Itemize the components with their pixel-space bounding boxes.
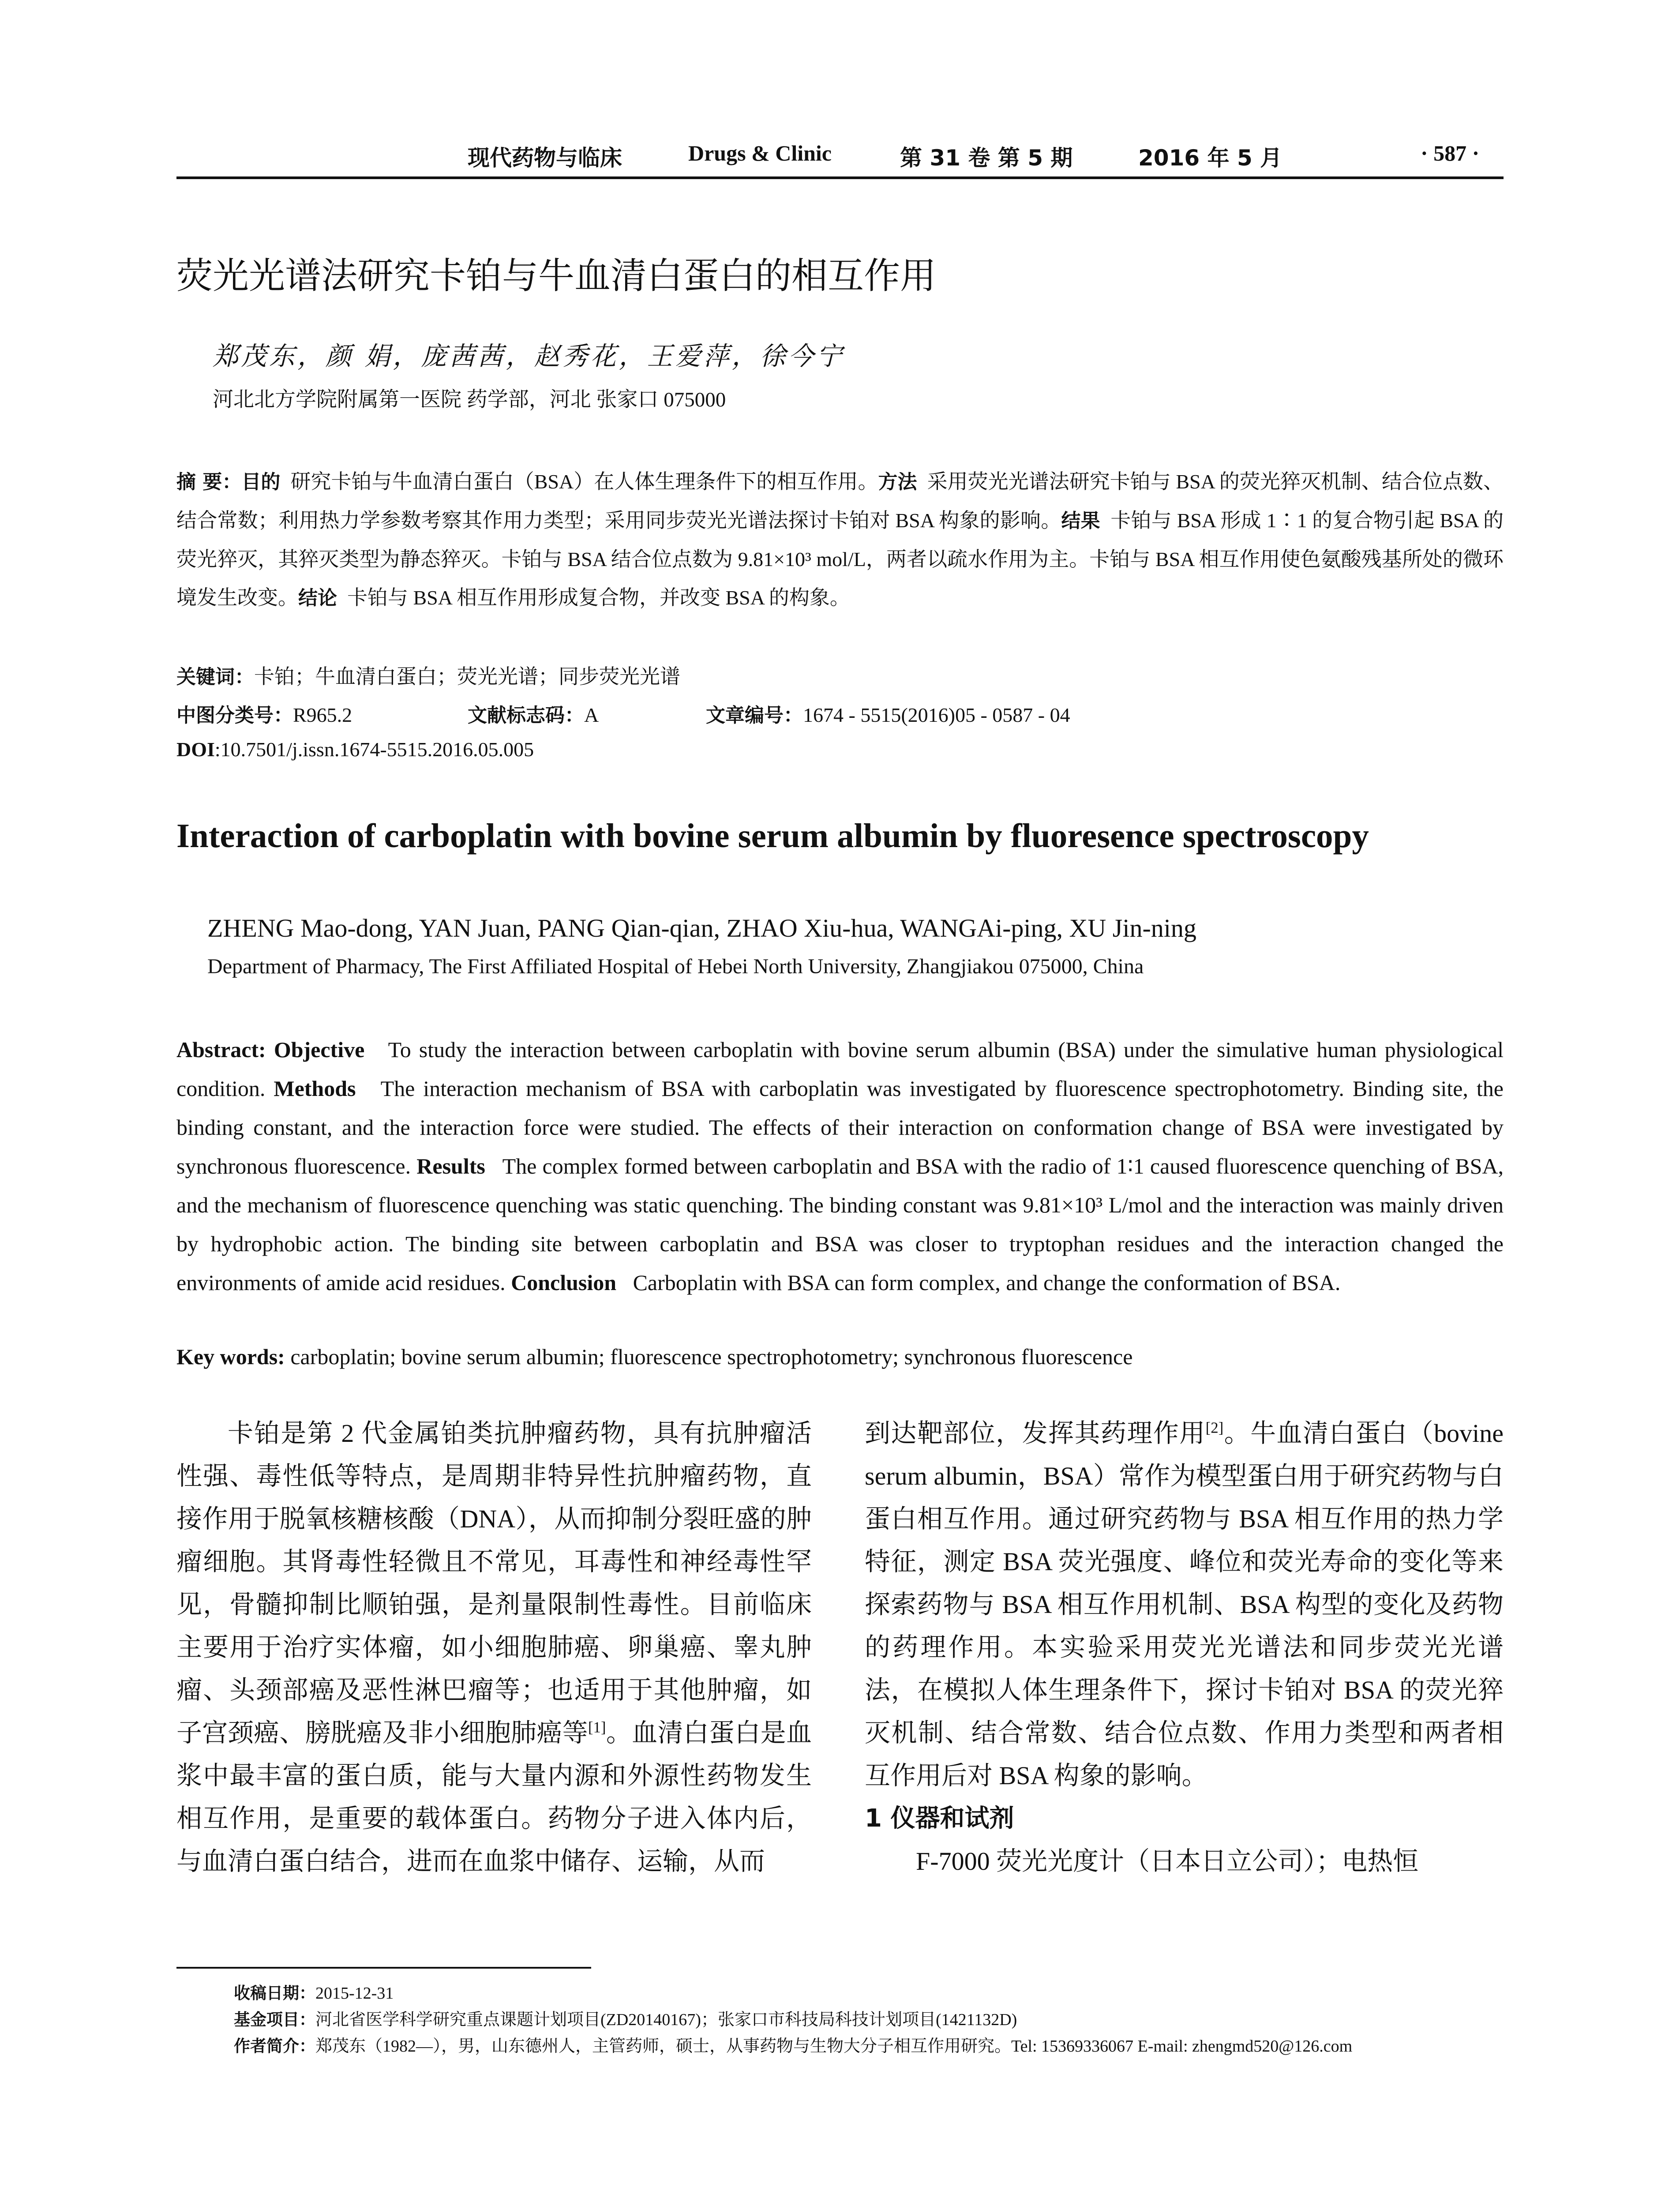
section-heading-1: 1 仪器和试剂 <box>865 1804 1014 1833</box>
objective-label-cn: 目的 <box>241 471 281 493</box>
keywords-en-line <box>176 1344 1132 1369</box>
objective-label-en: Objective <box>274 1037 365 1062</box>
issue-date: 2016 年 5 月 <box>1138 145 1282 171</box>
footnote-received <box>234 1980 1352 2007</box>
footnote-author <box>234 2033 1352 2060</box>
conclusion-label-en: Conclusion <box>511 1270 617 1295</box>
abstract-en <box>176 1030 1504 1302</box>
volume-issue: 第 31 卷 第 5 期 <box>900 145 1073 171</box>
affiliation-en: Department of Pharmacy, The First Affiliated Hospital of Hebei North University, Zhangjiakou 075000, China <box>207 955 1144 978</box>
clc-value: R965.2 <box>293 704 352 726</box>
affiliation-cn: 河北北方学院附属第一医院 药学部，河北 张家口 075000 <box>213 388 726 411</box>
received-date: 2015-12-31 <box>315 1984 394 2003</box>
conclusion-en: Carboplatin with BSA can form complex, and change the conformation of BSA. <box>633 1270 1341 1295</box>
doc-code-value: A <box>584 704 599 726</box>
header-rule <box>176 176 1504 179</box>
classification-line <box>176 699 1504 735</box>
fund-label: 基金项目： <box>234 2010 315 2029</box>
keywords-label-en: Key words: <box>176 1344 285 1369</box>
methods-label-en: Methods <box>274 1076 356 1101</box>
conclusion-label-cn: 结论 <box>298 587 337 609</box>
abstract-label-en: Abstract: <box>176 1037 266 1062</box>
keywords-cn: 卡铂；牛血清白蛋白；荧光光谱；同步荧光光谱 <box>254 665 680 688</box>
keywords-label-cn: 关键词： <box>176 666 254 688</box>
intro-paragraph-cont <box>865 1412 1504 1797</box>
author-bio-label: 作者简介： <box>234 2037 315 2056</box>
journal-name-en: Drugs & Clinic <box>688 141 832 165</box>
footnote-fund <box>234 2007 1352 2033</box>
page-number: · 587 · <box>1421 141 1480 165</box>
intro-paragraph <box>176 1412 812 1883</box>
results-label-en: Results <box>416 1154 485 1178</box>
clc-label: 中图分类号： <box>176 704 293 727</box>
fund-text: 河北省医学科学研究重点课题计划项目(ZD20140167)；张家口市科技局科技计划项目(1421132D) <box>315 2011 1017 2029</box>
author-bio-text: 郑茂东（1982—），男，山东德州人，主管药师，硕士，从事药物与生物大分子相互作用研究。Tel: 15369336067 E-mail: zhengmd520@126.com <box>315 2037 1353 2056</box>
running-header <box>176 140 1500 176</box>
article-title-cn: 荧光光谱法研究卡铂与牛血清白蛋白的相互作用 <box>176 255 937 297</box>
footnote-rule <box>176 1967 591 1969</box>
article-title-en: Interaction of carboplatin with bovine serum albumin by fluoresence spectroscopy <box>176 817 1369 855</box>
doi-value: :10.7501/j.issn.1674-5515.2016.05.005 <box>214 738 534 761</box>
results-cn: 卡铂与 BSA 形成 1∶1 的复合物引起 BSA 的荧光猝灭，其猝灭类型为静态猝灭。卡铂与 BSA 结合位点数为 9.81×10³ mol/L，两者以疏水作用为主。卡铂与 BSA 相互作用使色氨酸残基所处的微环境发生改变。 <box>176 509 1504 609</box>
article-no-label: 文章编号： <box>706 704 803 727</box>
abstract-cn <box>176 462 1504 617</box>
doi-label: DOI <box>176 738 215 761</box>
journal-name-cn: 现代药物与临床 <box>468 145 622 171</box>
methods-cn: 采用荧光光谱法研究卡铂与 BSA 的荧光猝灭机制、结合位点数、结合常数；利用热力学参数考察其作用力类型；采用同步荧光光谱法探讨卡铂对 BSA 构象的影响。 <box>176 470 1504 532</box>
keywords-cn-line <box>176 660 680 690</box>
authors-en: ZHENG Mao-dong, YAN Juan, PANG Qian-qian, ZHAO Xiu-hua, WANGAi-ping, XU Jin-ning <box>207 914 1196 942</box>
methods-en: The interaction mechanism of BSA with carboplatin was investigated by fluorescence spectrophotometry. Binding site, the binding constant, and the interaction force were studied. The effects of their interaction on conformation change of BSA were investigated by synchronous fluorescence. <box>176 1076 1504 1178</box>
objective-cn: 研究卡铂与牛血清白蛋白（BSA）在人体生理条件下的相互作用。 <box>290 470 878 493</box>
intro-text: 卡铂是第 2 代金属铂类抗肿瘤药物，具有抗肿瘤活性强、毒性低等特点，是周期非特异性抗肿瘤药物，直接作用于脱氧核糖核酸（DNA），从而抑制分裂旺盛的肿瘤细胞。其肾毒性轻微且不常见，耳毒性和神经毒性罕见，骨髓抑制比顺铂强，是剂量限制性毒性。目前临床主要用于治疗实体瘤，如小细胞肺癌、卵巢癌、睾丸肿瘤、头颈部癌及恶性淋巴瘤等；也适用于其他肿瘤，如子宫颈癌、膀胱癌及非小细胞肺癌等 <box>176 1419 812 1747</box>
intro-text-right-cont: 。牛血清白蛋白（bovine serum albumin，BSA）常作为模型蛋白用于研究药物与白蛋白相互作用。通过研究药物与 BSA 相互作用的热力学特征，测定 BSA 荧光强度、峰位和荧光寿命的变化等来探索药物与 BSA 相互作用机制、BSA 构型的变化及药物的药理作用。本实验采用荧光光谱法和同步荧光光谱法，在模拟人体生理条件下，探讨卡铂对 BSA 的荧光猝灭机制、结合常数、结合位点数、作用力类型和两者相互作用后对 BSA 构象的影响。 <box>865 1419 1504 1790</box>
doi-line <box>176 738 534 761</box>
abstract-label-cn: 摘 要： <box>176 471 242 493</box>
article-no-value: 1674 - 5515(2016)05 - 0587 - 04 <box>803 704 1070 726</box>
citation-2[interactable]: [2] <box>1205 1419 1224 1437</box>
citation-1[interactable]: [1] <box>588 1718 606 1736</box>
methods-label-cn: 方法 <box>878 471 917 493</box>
body-column-left <box>176 1412 812 1883</box>
footnotes <box>234 1980 1352 2060</box>
results-en: The complex formed between carboplatin and BSA with the radio of 1∶1 caused fluorescence quenching of BSA, and the mechanism of fluorescence quenching was static quenching. The binding constant was 9.81×10³ L/mol and the interaction was mainly driven by hydrophobic action. The binding site between carboplatin and BSA was closer to tryptophan residues and the interaction changed the environments of amide acid residues. <box>176 1154 1504 1295</box>
conclusion-cn: 卡铂与 BSA 相互作用形成复合物，并改变 BSA 的构象。 <box>347 586 850 609</box>
received-label: 收稿日期： <box>234 1984 315 2003</box>
intro-text-cont: 。血清白蛋白是血浆中最丰富的蛋白质，能与大量内源和外源性药物发生相互作用，是重要的载体蛋白。药物分子进入体内后，与血清白蛋白结合，进而在血浆中储存、运输，从而 <box>176 1718 812 1876</box>
results-label-cn: 结果 <box>1061 510 1100 532</box>
intro-text-right: 到达靶部位，发挥其药理作用 <box>865 1419 1206 1448</box>
doc-code-label: 文献标志码： <box>468 704 584 727</box>
authors-cn: 郑茂东，颜 娟，庞茜茜，赵秀花，王爱萍，徐今宁 <box>213 341 845 371</box>
keywords-en: carboplatin; bovine serum albumin; fluorescence spectrophotometry; synchronous fluorescence <box>290 1344 1133 1369</box>
objective-en: To study the interaction between carboplatin with bovine serum albumin (BSA) under the simulative human physiological condition. <box>176 1037 1504 1101</box>
instruments-paragraph: F-7000 荧光光度计（日本日立公司）；电热恒 <box>916 1847 1419 1876</box>
body-column-right <box>865 1412 1504 1883</box>
